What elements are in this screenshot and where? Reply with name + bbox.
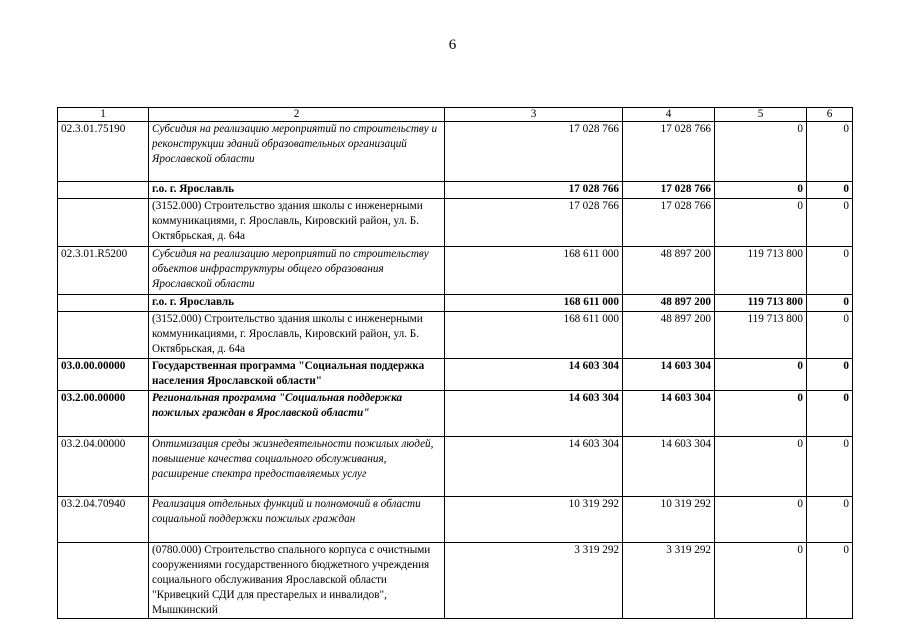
- column-header: 5: [715, 108, 807, 122]
- amount-cell: 0: [807, 247, 853, 295]
- table-row: [58, 391, 853, 437]
- amount-cell: 3 319 292: [623, 543, 715, 619]
- budget-code-cell: 03.0.00.00000: [58, 359, 149, 391]
- amount-cell: 119 713 800: [715, 312, 807, 359]
- column-header: 1: [58, 108, 149, 122]
- description-cell: (3152.000) Строительство здания школы с инженерными коммуникациями, г. Ярославль, Кировский район, ул. Б. Октябрьская, д. 64а: [149, 199, 445, 247]
- description-cell: (3152.000) Строительство здания школы с инженерными коммуникациями, г. Ярославль, Кировский район, ул. Б. Октябрьская, д. 64а: [149, 312, 445, 359]
- amount-cell: 17 028 766: [445, 182, 623, 199]
- table-row: [58, 543, 853, 619]
- page-number: 6: [448, 37, 457, 53]
- amount-cell: 14 603 304: [445, 437, 623, 497]
- column-header: 2: [149, 108, 445, 122]
- amount-cell: 10 319 292: [445, 497, 623, 543]
- amount-cell: 0: [807, 359, 853, 391]
- table-row: [58, 182, 853, 199]
- amount-cell: 0: [715, 199, 807, 247]
- description-cell: Субсидия на реализацию мероприятий по строительству объектов инфраструктуры общего образования Ярославской области: [149, 247, 445, 295]
- amount-cell: 119 713 800: [715, 295, 807, 312]
- amount-cell: 0: [807, 122, 853, 182]
- amount-cell: 168 611 000: [445, 312, 623, 359]
- budget-code-cell: [58, 295, 149, 312]
- description-cell: г.о. г. Ярославль: [149, 182, 445, 199]
- description-cell: (0780.000) Строительство спального корпуса с очистными сооружениями государственного бюджетного учреждения социального обслуживания Ярославской области "Кривецкий СДИ для престарелых и инвалидов", Мышкинский: [149, 543, 445, 619]
- budget-code-cell: 03.2.04.00000: [58, 437, 149, 497]
- description-cell: Государственная программа "Социальная поддержка населения Ярославской области": [149, 359, 445, 391]
- amount-cell: 0: [715, 182, 807, 199]
- table-row: [58, 199, 853, 247]
- amount-cell: 119 713 800: [715, 247, 807, 295]
- table-row: [58, 359, 853, 391]
- description-cell: г.о. г. Ярославль: [149, 295, 445, 312]
- amount-cell: 14 603 304: [623, 437, 715, 497]
- budget-table: [57, 107, 853, 619]
- table-row: [58, 122, 853, 182]
- column-header: 4: [623, 108, 715, 122]
- table-row: [58, 497, 853, 543]
- description-cell: Реализация отдельных функций и полномочий в области социальной поддержки пожилых граждан: [149, 497, 445, 543]
- budget-code-cell: [58, 182, 149, 199]
- amount-cell: 0: [807, 497, 853, 543]
- amount-cell: 3 319 292: [445, 543, 623, 619]
- column-header: 3: [445, 108, 623, 122]
- amount-cell: 17 028 766: [445, 199, 623, 247]
- amount-cell: 14 603 304: [445, 359, 623, 391]
- amount-cell: 14 603 304: [445, 391, 623, 437]
- amount-cell: 168 611 000: [445, 295, 623, 312]
- amount-cell: 0: [807, 182, 853, 199]
- amount-cell: 0: [807, 437, 853, 497]
- budget-code-cell: 02.3.01.R5200: [58, 247, 149, 295]
- amount-cell: 17 028 766: [623, 182, 715, 199]
- amount-cell: 17 028 766: [445, 122, 623, 182]
- amount-cell: 14 603 304: [623, 391, 715, 437]
- amount-cell: 0: [715, 359, 807, 391]
- amount-cell: 17 028 766: [623, 199, 715, 247]
- budget-code-cell: [58, 543, 149, 619]
- budget-code-cell: 02.3.01.75190: [58, 122, 149, 182]
- budget-code-cell: [58, 199, 149, 247]
- amount-cell: 0: [715, 497, 807, 543]
- table-row: [58, 437, 853, 497]
- amount-cell: 0: [715, 437, 807, 497]
- description-cell: Субсидия на реализацию мероприятий по строительству и реконструкции зданий образовательных организаций Ярославской области: [149, 122, 445, 182]
- amount-cell: 0: [807, 295, 853, 312]
- table-row: [58, 247, 853, 295]
- amount-cell: 0: [715, 391, 807, 437]
- table-row: [58, 312, 853, 359]
- amount-cell: 0: [715, 122, 807, 182]
- amount-cell: 10 319 292: [623, 497, 715, 543]
- amount-cell: 0: [807, 199, 853, 247]
- column-header: 6: [807, 108, 853, 122]
- amount-cell: 0: [807, 391, 853, 437]
- amount-cell: 48 897 200: [623, 295, 715, 312]
- budget-code-cell: 03.2.04.70940: [58, 497, 149, 543]
- amount-cell: 0: [807, 543, 853, 619]
- table-header-row: [58, 108, 853, 122]
- amount-cell: 14 603 304: [623, 359, 715, 391]
- amount-cell: 48 897 200: [623, 247, 715, 295]
- budget-code-cell: 03.2.00.00000: [58, 391, 149, 437]
- description-cell: Региональная программа "Социальная поддержка пожилых граждан в Ярославской области": [149, 391, 445, 437]
- amount-cell: 17 028 766: [623, 122, 715, 182]
- amount-cell: 0: [807, 312, 853, 359]
- amount-cell: 168 611 000: [445, 247, 623, 295]
- amount-cell: 48 897 200: [623, 312, 715, 359]
- table-row: [58, 295, 853, 312]
- amount-cell: 0: [715, 543, 807, 619]
- budget-code-cell: [58, 312, 149, 359]
- description-cell: Оптимизация среды жизнедеятельности пожилых людей, повышение качества социального обслуживания, расширение спектра предоставляемых услуг: [149, 437, 445, 497]
